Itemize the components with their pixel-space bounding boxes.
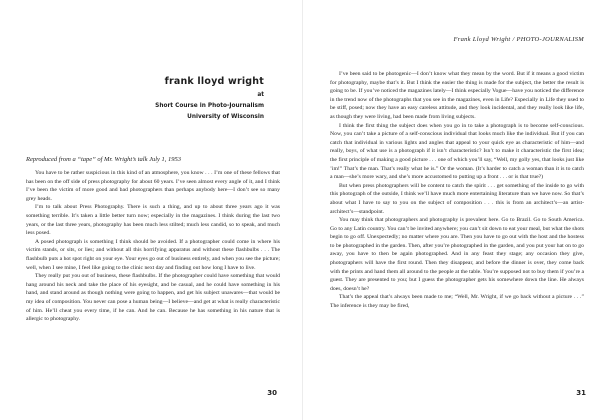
paragraph: But when press photographers will be content to catch the spirit . . . get something of the inside to go with this photograph of the outside, I think we’ll have much more entertaining literature than we have now. So that’s about what I have to say to you on the subject of composition . . . this is from an architect’s—an artist-architect’s—standpoint. (330, 182, 584, 215)
source-credit: Reproduced from a “tape” of Mr. Wright’s talk July 1, 1953 (26, 156, 182, 163)
paragraph: A posed photograph is something I think should be avoided. If a photographer could come in where his victim stands, or sits, or lies; and without all this horrifying apparatus and without these flashbulbs . . . The flashbulb puts a hot spot right on your eye. Your eyes go out of business entirely, and when you see the picture; well, when I see mine, I feel like going to the clinic next day and finding out how long I have to live. (26, 238, 280, 271)
paragraph: You have to be rather suspicious in this kind of an atmosphere, you know . . . I’m one of these fellows that has been on the off side of press photography for about 60 years. I’ve seen almost every angle of it, and I think I’ve been the victim of more good and bad photographers than perhaps anybody here—I don’t see so many grey heads. (26, 170, 280, 202)
course-name: Short Course in Photo-Journalism (155, 103, 264, 109)
paragraph: You may think that photographers and photography is prevalent here. Go to Brazil. Go to South America. Go to any Latin country. You can’t be invited anywhere; you can’t sit down to eat your meal, but what the shots begin to go off. Unexpectedly; no matter where you are. Then you have to go out with the host and the hostess to be photographed in the garden. Then, after you’re photographed in the garden, and you put your hat on to go away, you have to then be again photographed. And in any feast they stage; any occasion they give, photographers will have the first round. Then they disappear, and before the dinner is over, they come back with the prints and hand them all around to the people at the table. You’re supposed not to buy them if you’re a guest. They are presented to you; but I guess the photographer gets his somewhere down the line. He always does, doesn’t he? (330, 217, 584, 292)
paragraph: I’m to talk about Press Photography. There is such a thing, and up to about three years ago it was something terrible. It’s taken a little better turn now; especially in the magazines. I think during the last two years, or the last three years, photography has been much less stilted; much less candid, so to speak, and much less posed. (26, 204, 280, 237)
author-name: frank lloyd wright (164, 76, 264, 87)
paragraph: I think the first thing the subject does when you go in to take a photograph is to become self-conscious. Now, you can’t take a picture of a self-conscious individual that looks much like the individual. But if you can catch that individual in various lights and angles that appeal to your quick eye as characteristic of him—and really, boys, of what use is a photograph if it isn’t characteristic? Isn’t to make it characteristic the first idea; the first principle of making a good picture . . . one of which you’ll say, “Well, my golly yes, that looks just like ’im!” That’s the man. That’s really what he is.” Or the woman. (It’s harder to catch a woman than it is to catch a man—she’s more wary, and she’s more accustomed to putting up a front . . . or is that true?) (330, 122, 584, 181)
page-number-right: 31 (576, 389, 586, 397)
title-at: at (257, 92, 264, 98)
left-body-text (26, 169, 280, 324)
paragraph: They really put you out of business, these flashbulbs. If the photographer could have something that would hang around his neck and take the place of his eyesight, and be casual, and he could have something in his hand, and stand around as though nothing were going to happen, and get his subject unawares—that would be my idea of composition. You never can pose a human being—I believe—and get at what is really characteristic of him. He’ll cheat you every time, if he can. And he can. Because he has something in his nature that is allergic to photography. (26, 273, 280, 323)
paragraph: That’s the appeal that’s always been made to me; “Well, Mr. Wright, if we go back without a picture . . .” The inference is they may be fired, (330, 294, 584, 310)
page-number-left: 30 (267, 389, 277, 397)
running-head: Frank Lloyd Wright / PHOTO-JOURNALISM (453, 36, 584, 43)
right-page (303, 0, 606, 420)
paragraph: I’ve been said to be photogenic—I don’t know what they mean by the word. But if it means a good victim for photography, maybe that’s it. But I think the easier the thing is made for the subject, the better the result is going to be. If you’ve noticed the magazines lately—I think especially Vogue—have you noticed the difference in the trend now of the photographs that you see in the magazines, even in Life? Especially in Life they used to be stiff, posed; now they have an easy careless attitude, and they look incidental, and they really look like life, as though they were living, had been made from living subjects. (330, 71, 584, 120)
article-title-block (112, 76, 264, 123)
right-body-text (330, 70, 584, 311)
university-name: University of Wisconsin (187, 114, 264, 120)
